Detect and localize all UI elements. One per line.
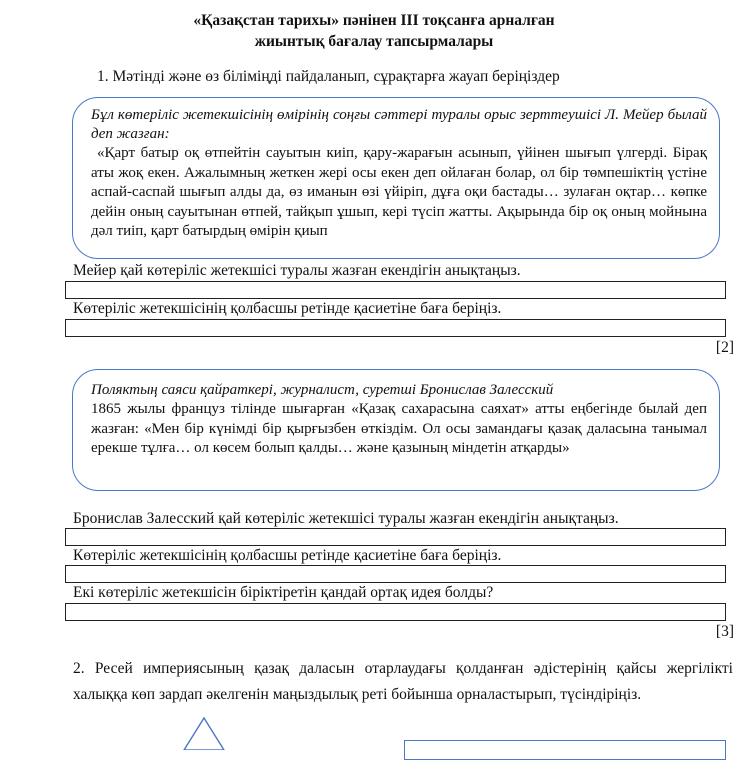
source-box-meyer: [72, 97, 720, 259]
question-2b: Көтеріліс жетекшісінің қолбасшы ретінде қасиетіне баға беріңіз.: [73, 547, 502, 564]
page-title-line1: «Қазақстан тарихы» пәнінен ІІІ тоқсанға арналған: [193, 12, 555, 29]
task2-instruction: 2. Ресей империясының қазақ даласын отарлаудағы қолданған әдістерінің қайсы жергілікті халыққа көп зардап әкелгенін маңыздылық реті бойынша орналастырып, түсіндіріңіз.: [73, 660, 733, 703]
mark-badge-2: [3]: [715, 623, 734, 640]
source-box-zalesskiy: [72, 369, 720, 491]
answer-box-task2[interactable]: [404, 740, 726, 760]
mark-badge-1: [2]: [715, 339, 734, 356]
question-1b: Көтеріліс жетекшісінің қолбасшы ретінде қасиетіне баға беріңіз.: [73, 300, 502, 317]
answer-field-1b[interactable]: [65, 319, 726, 337]
triangle-shape: [182, 716, 226, 750]
question-2c: Екі көтеріліс жетекшісін біріктіретін қандай ортақ идея болды?: [73, 584, 494, 601]
question-2a: Бронислав Залесский қай көтеріліс жетекшісі туралы жазған екендігін анықтаңыз.: [73, 510, 619, 527]
source1-quote: «Қарт батыр оқ өтпейтін сауытын киіп, қару-жарағын асынып, үйінен шығып үлгерді. Бірақ аты жоқ екен. Ажалымның жеткен жері осы екен деп ойлаған болар, ол бір төмпешіктің үстіне аспай-саспай шығып алды да, өз иманын өзі үйіріп, дұға оқи бастады… зулаған оқтар… көпке дейін оның сауытынан өтпей, тайқып ұшып, кері түсіп жатты. Ақырында бір оқ оның мойнына дәл тиіп, қарт батырдың өмірін қиып: [91, 145, 707, 239]
answer-field-2b[interactable]: [65, 565, 726, 583]
answer-field-1a[interactable]: [65, 281, 726, 299]
page-title-line2: жиынтық бағалау тапсырмалары: [254, 33, 494, 50]
answer-field-2c[interactable]: [65, 603, 726, 621]
source2-intro: Поляктың саяси қайраткері, журналист, суретші Бронислав Залесский: [91, 382, 554, 398]
task1-instruction: 1. Мәтінді және өз біліміңді пайдаланып, сұрақтарға жауап беріңіздер: [97, 68, 560, 85]
question-1a: Мейер қай көтеріліс жетекшісі туралы жазған екендігін анықтаңыз.: [73, 262, 521, 279]
source1-intro: Бұл көтеріліс жетекшісінің өмірінің соңғы сәттері туралы орыс зерттеушісі Л. Мейер былай деп жазған:: [91, 107, 707, 142]
source2-quote: 1865 жылы француз тілінде шығарған «Қазақ сахарасына саяхат» атты еңбегінде былай деп жазған: «Мен бір күнімді бір қырғызбен өткіздім. Ол осы замандағы қазақ даласына танымал ерекше тұлға… ол көсем болып қалды… және қазының міндетін атқарды»: [91, 401, 707, 456]
answer-field-2a[interactable]: [65, 528, 726, 546]
